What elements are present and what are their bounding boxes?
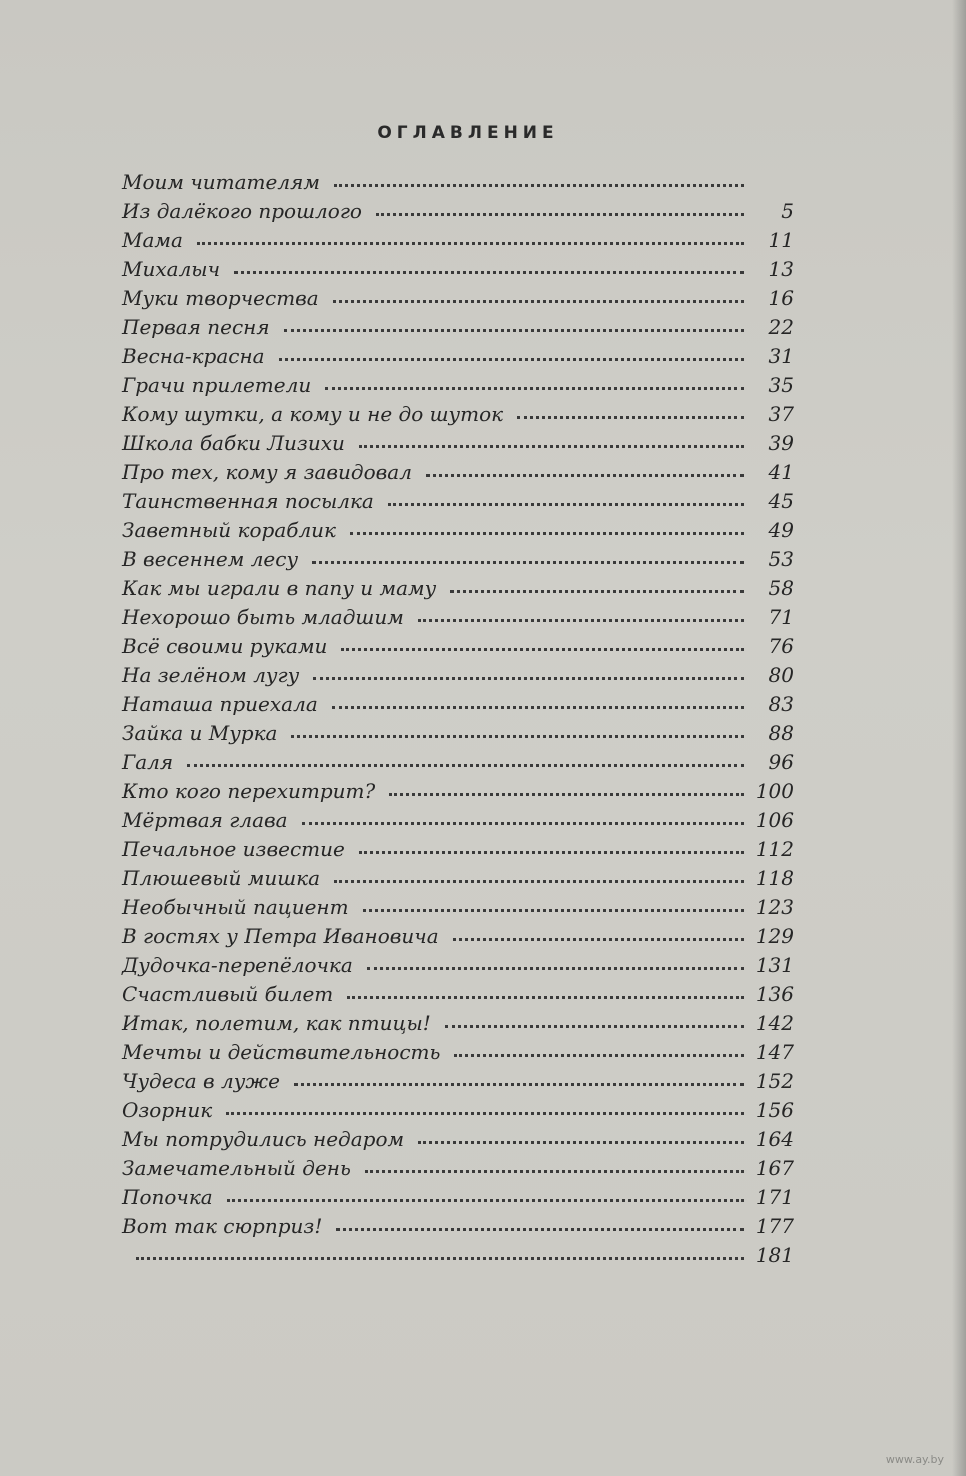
toc-entry-title: В гостях у Петра Ивановича [122, 924, 439, 948]
toc-entry [122, 286, 794, 315]
toc-leader-dots [450, 580, 744, 593]
toc-entry-page-number: 22 [768, 315, 794, 339]
toc-entry-title: Как мы играли в папу и маму [122, 576, 437, 600]
toc-leader-dots [333, 290, 744, 303]
toc-entry [122, 692, 794, 721]
toc-leader-dots [294, 1073, 744, 1086]
toc-entry-title: Грачи прилетели [122, 373, 312, 397]
toc-entry [122, 547, 794, 576]
toc-leader-dots [388, 493, 744, 506]
toc-entry-title: Итак, полетим, как птицы! [122, 1011, 431, 1035]
toc-entry-page-number: 167 [755, 1156, 794, 1180]
toc-entry-title: На зелёном лугу [122, 663, 300, 687]
toc-leader-dots [325, 377, 744, 390]
toc-entry [122, 779, 794, 808]
toc-entry-page-number: 83 [768, 692, 794, 716]
toc-entry-page-number: 37 [768, 402, 794, 426]
toc-entry-page-number: 11 [768, 228, 794, 252]
toc-entry-page-number: 80 [768, 663, 794, 687]
toc-entry-title: Дудочка-перепёлочка [122, 953, 353, 977]
toc-entry-title: Мы потрудились недаром [122, 1127, 405, 1151]
toc-entry-title: Мечты и действительность [122, 1040, 441, 1064]
toc-leader-dots [313, 667, 744, 680]
toc-entry-page-number: 13 [768, 257, 794, 281]
toc-entry-title: Нехорошо быть младшим [122, 605, 404, 629]
toc-entry [122, 1011, 794, 1040]
toc-entry [122, 895, 794, 924]
toc-entry-title: Таинственная посылка [122, 489, 374, 513]
toc-leader-dots [376, 203, 744, 216]
toc-entry [122, 1243, 794, 1272]
toc-entry-title: Кому шутки, а кому и не до шуток [122, 402, 504, 426]
toc-entry-page-number: 5 [781, 199, 794, 223]
toc-entry-page-number: 131 [755, 953, 794, 977]
toc-entry [122, 866, 794, 895]
toc-entry-title: Вот так сюрприз! [122, 1214, 323, 1238]
toc-entry [122, 228, 794, 257]
toc-entry [122, 1127, 794, 1156]
toc-entry-title: В весеннем лесу [122, 547, 299, 571]
toc-entry-title: Мёртвая глава [122, 808, 288, 832]
toc-entry [122, 605, 794, 634]
toc-entry [122, 170, 794, 199]
toc-leader-dots [359, 841, 744, 854]
toc-entry-page-number: 100 [755, 779, 794, 803]
toc-leader-dots [226, 1102, 744, 1115]
toc-leader-dots [312, 551, 744, 564]
toc-leader-dots [227, 1189, 744, 1202]
toc-leader-dots [363, 899, 744, 912]
toc-entry-page-number: 123 [755, 895, 794, 919]
toc-entry-title: Заветный кораблик [122, 518, 337, 542]
toc-entry-title: Озорник [122, 1098, 213, 1122]
toc-entry-page-number: 112 [755, 837, 794, 861]
toc-leader-dots [336, 1218, 744, 1231]
toc-entry-title: Кто кого перехитрит? [122, 779, 376, 803]
toc-entry-page-number: 156 [755, 1098, 794, 1122]
toc-entry [122, 1069, 794, 1098]
toc-entry-page-number: 106 [755, 808, 794, 832]
toc-leader-dots [517, 406, 744, 419]
toc-leader-dots [418, 609, 744, 622]
toc-leader-dots [359, 435, 744, 448]
toc-entry-title: Моим читателям [122, 170, 320, 194]
toc-leader-dots [418, 1131, 744, 1144]
toc-entry [122, 199, 794, 228]
toc-entry [122, 924, 794, 953]
toc-entry-title: Всё своими руками [122, 634, 328, 658]
toc-leader-dots [445, 1015, 744, 1028]
toc-entry-title: Первая песня [122, 315, 270, 339]
toc-leader-dots [279, 348, 744, 361]
toc-entry [122, 750, 794, 779]
toc-leader-dots [302, 812, 744, 825]
toc-entry [122, 373, 794, 402]
toc-entry-title: Необычный пациент [122, 895, 349, 919]
toc-entry-title: Наташа приехала [122, 692, 318, 716]
toc-entry [122, 402, 794, 431]
toc-entry-page-number: 45 [768, 489, 794, 513]
toc-entry [122, 344, 794, 373]
toc-leader-dots [334, 870, 744, 883]
toc-entry [122, 808, 794, 837]
toc-leader-dots [291, 725, 744, 738]
toc-entry-page-number: 35 [768, 373, 794, 397]
toc-entry-page-number: 152 [755, 1069, 794, 1093]
toc-entry-title: Мама [122, 228, 183, 252]
toc-entry-title: Счастливый билет [122, 982, 334, 1006]
toc-entry [122, 315, 794, 344]
toc-entry-page-number: 129 [755, 924, 794, 948]
toc-entry-page-number: 118 [755, 866, 794, 890]
toc-entry [122, 431, 794, 460]
toc-leader-dots [334, 174, 744, 187]
toc-leader-dots [332, 696, 744, 709]
toc-entry-title: Плюшевый мишка [122, 866, 321, 890]
toc-entry-title: Галя [122, 750, 174, 774]
toc-entry-page-number: 88 [768, 721, 794, 745]
toc-entry [122, 953, 794, 982]
toc-entry-title: Из далёкого прошлого [122, 199, 362, 223]
toc-entry-title: Про тех, кому я завидовал [122, 460, 412, 484]
toc-entry [122, 1185, 794, 1214]
toc-entry [122, 1040, 794, 1069]
toc-entry-page-number: 39 [768, 431, 794, 455]
toc-entry [122, 837, 794, 866]
toc-entry-page-number: 41 [768, 460, 794, 484]
toc-entry [122, 576, 794, 605]
toc-leader-dots [136, 1247, 744, 1260]
toc-leader-dots [367, 957, 744, 970]
toc-entry-page-number: 164 [755, 1127, 794, 1151]
toc-leader-dots [341, 638, 744, 651]
toc-entry-page-number: 147 [755, 1040, 794, 1064]
toc-leader-dots [234, 261, 744, 274]
toc-leader-dots [197, 232, 744, 245]
toc-entry [122, 257, 794, 286]
toc-entry [122, 518, 794, 547]
toc-entry-page-number: 142 [755, 1011, 794, 1035]
toc-entry [122, 1098, 794, 1127]
toc-entry-title: Весна-красна [122, 344, 265, 368]
toc-entry [122, 460, 794, 489]
toc-entry [122, 489, 794, 518]
toc-entry [122, 634, 794, 663]
toc-entry-title: Чудеса в луже [122, 1069, 280, 1093]
toc-entry-page-number: 53 [768, 547, 794, 571]
toc-entry-title: Печальное известие [122, 837, 345, 861]
toc-leader-dots [365, 1160, 744, 1173]
toc-heading: ОГЛАВЛЕНИЕ [377, 123, 559, 143]
toc-entry [122, 982, 794, 1011]
toc-entry-page-number: 71 [768, 605, 794, 629]
toc-entry-title: Зайка и Мурка [122, 721, 278, 745]
toc-entry-page-number: 58 [768, 576, 794, 600]
toc-entry [122, 1156, 794, 1185]
toc-entry-page-number: 96 [768, 750, 794, 774]
toc-entry-title: Попочка [122, 1185, 213, 1209]
toc-entry-title: Школа бабки Лизихи [122, 431, 345, 455]
toc-entry-page-number: 171 [755, 1185, 794, 1209]
toc-leader-dots [347, 986, 744, 999]
toc-leader-dots [426, 464, 744, 477]
toc-entry-page-number: 49 [768, 518, 794, 542]
toc-entry-page-number: 31 [768, 344, 794, 368]
toc-entry-title: Замечательный день [122, 1156, 351, 1180]
toc-entry-title: Муки творчества [122, 286, 319, 310]
toc-leader-dots [350, 522, 744, 535]
toc-leader-dots [453, 928, 744, 941]
toc-entry-title: Михалыч [122, 257, 221, 281]
toc-leader-dots [187, 754, 744, 767]
toc-leader-dots [454, 1044, 744, 1057]
watermark: www.ay.by [885, 1453, 944, 1466]
toc-leader-dots [389, 783, 744, 796]
toc-entry-page-number: 16 [768, 286, 794, 310]
toc-entry-page-number: 136 [755, 982, 794, 1006]
toc-entry [122, 663, 794, 692]
toc-list [122, 170, 794, 1272]
toc-entry-page-number: 181 [755, 1243, 794, 1267]
toc-entry-page-number: 76 [768, 634, 794, 658]
toc-leader-dots [284, 319, 744, 332]
toc-entry-page-number: 177 [755, 1214, 794, 1238]
toc-entry [122, 721, 794, 750]
toc-entry [122, 1214, 794, 1243]
